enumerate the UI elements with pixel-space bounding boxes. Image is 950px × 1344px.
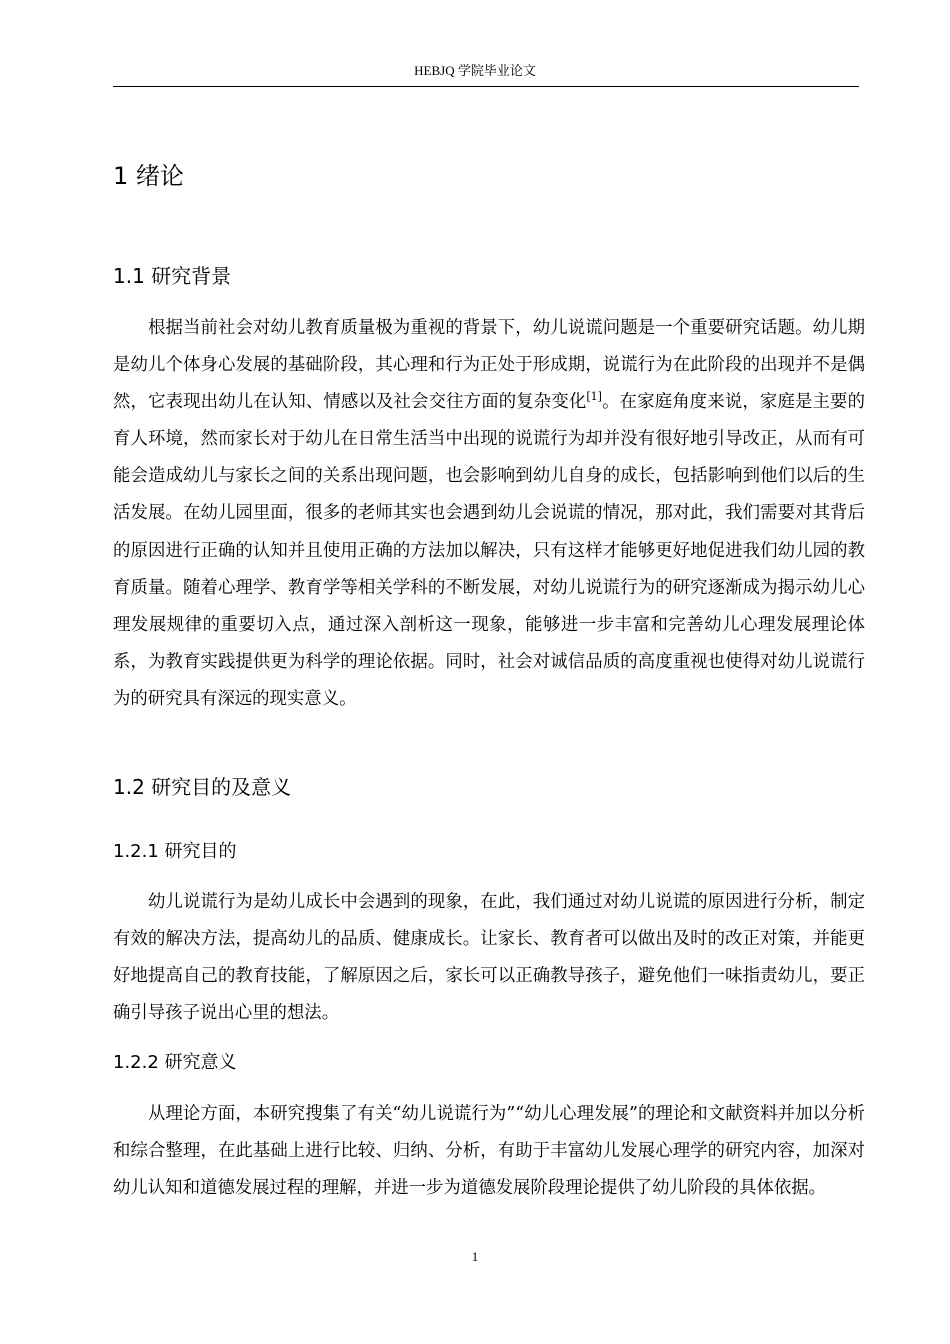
section-1-1-text-b: 。在家庭角度来说，家庭是主要的育人环境，然而家长对于幼儿在日常生活当中出现的说谎行为却并没有很好地引导改正，从而有可能会造成幼儿与家长之间的关系出现问题，也会影响到幼儿自身的成长，包括影响到他们以后的生活发展。在幼儿园里面，很多的老师其实也会遇到幼儿会说谎的情况，那对此，我们需要对其背后的原因进行正确的认知并且使用正确的方法加以解决，只有这样才能够更好地促进我们幼儿园的教育质量。随着心理学、教育学等相关学科的不断发展，对幼儿说谎行为的研究逐渐成为揭示幼儿心理发展规律的重要切入点，通过深入剖析这一现象，能够进一步丰富和完善幼儿心理发展理论体系，为教育实践提供更为科学的理论依据。同时，社会对诚信品质的高度重视也使得对幼儿说谎行为的研究具有深远的现实意义。: [113, 392, 865, 709]
section-1-2-1-title: 1.2.1 研究目的: [113, 841, 237, 862]
section-1-2-title: 1.2 研究目的及意义: [113, 775, 292, 799]
section-1-1-title: 1.1 研究背景: [113, 264, 232, 288]
section-1-1-text-a: 根据当前社会对幼儿教育质量极为重视的背景下，幼儿说谎问题是一个重要研究话题。幼儿期是幼儿个体身心发展的基础阶段，其心理和行为正处于形成期，说谎行为在此阶段的出现并不是偶然，它表现出幼儿在认知、情感以及社会交往方面的复杂变化: [113, 318, 865, 413]
section-1-2-2-paragraph: 从理论方面，本研究搜集了有关“幼儿说谎行为”“幼儿心理发展”的理论和文献资料并加以分析和综合整理，在此基础上进行比较、归纳、分析，有助于丰富幼儿发展心理学的研究内容，加深对幼儿认知和道德发展过程的理解，并进一步为道德发展阶段理论提供了幼儿阶段的具体依据。: [113, 1104, 865, 1199]
citation-mark: [1]: [586, 390, 602, 404]
section-1-2-2-title: 1.2.2 研究意义: [113, 1052, 237, 1073]
chapter-title: 1 绪论: [113, 162, 184, 190]
page-number: 1: [471, 1249, 479, 1264]
running-header: HEBJQ 学院毕业论文: [414, 63, 536, 78]
section-1-1-paragraph: [113, 310, 865, 718]
section-1-2-1-paragraph: 幼儿说谎行为是幼儿成长中会遇到的现象，在此，我们通过对幼儿说谎的原因进行分析，制定有效的解决方法，提高幼儿的品质、健康成长。让家长、教育者可以做出及时的改正对策，并能更好地提高自己的教育技能，了解原因之后，家长可以正确教导孩子，避免他们一味指责幼儿，要正确引导孩子说出心里的想法。: [113, 892, 865, 1024]
header-rule: [113, 86, 859, 87]
